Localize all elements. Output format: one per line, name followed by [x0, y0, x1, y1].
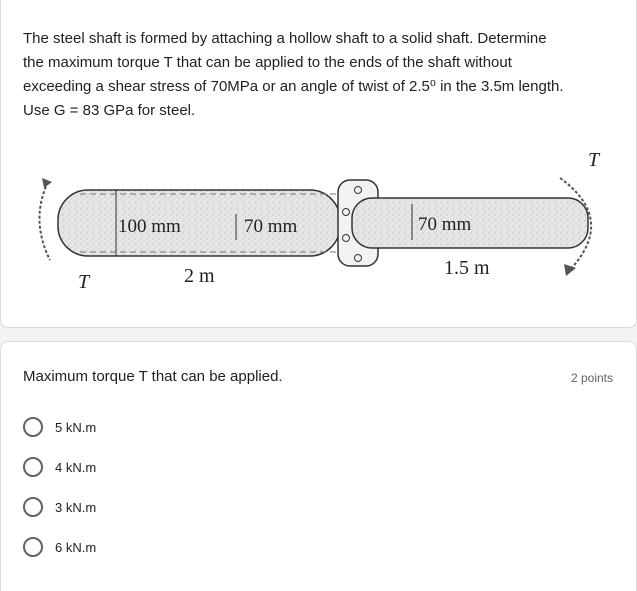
outer-diameter-label: 100 mm: [118, 216, 181, 237]
question-title: Maximum torque T that can be applied.: [23, 368, 283, 385]
inner-diameter-label: 70 mm: [244, 216, 298, 237]
option-label: 4 kN.m: [55, 459, 97, 475]
points-label: 2 points: [570, 371, 613, 385]
option-3-knm[interactable]: [23, 495, 96, 519]
hollow-shaft: [58, 190, 340, 256]
option-5-knm[interactable]: [23, 415, 96, 439]
radio-icon[interactable]: [23, 537, 43, 557]
shaft-figure: [20, 142, 620, 302]
option-label: 6 kN.m: [55, 539, 97, 555]
solid-length-label: 1.5 m: [444, 257, 490, 279]
torque-label-right: T: [588, 149, 600, 171]
left-torque-arrow-icon: [39, 182, 50, 260]
option-6-knm[interactable]: [23, 535, 96, 559]
radio-icon[interactable]: [23, 457, 43, 477]
hollow-length-label: 2 m: [184, 265, 215, 287]
solid-diameter-label: 70 mm: [418, 214, 472, 235]
problem-statement: The steel shaft is formed by attaching a hollow shaft to a solid shaft. Determine the maximum torque T that can be applied to the ends of the shaft without exceeding a shear stress of 70MPa or an angle of twist of 2.5⁰ in the 3.5m length. Use G = 83 GPa for steel.: [23, 30, 564, 119]
radio-icon[interactable]: [23, 417, 43, 437]
option-label: 3 kN.m: [55, 499, 97, 515]
option-4-knm[interactable]: [23, 455, 96, 479]
radio-icon[interactable]: [23, 497, 43, 517]
torque-label-left: T: [78, 271, 90, 293]
option-label: 5 kN.m: [55, 419, 97, 435]
